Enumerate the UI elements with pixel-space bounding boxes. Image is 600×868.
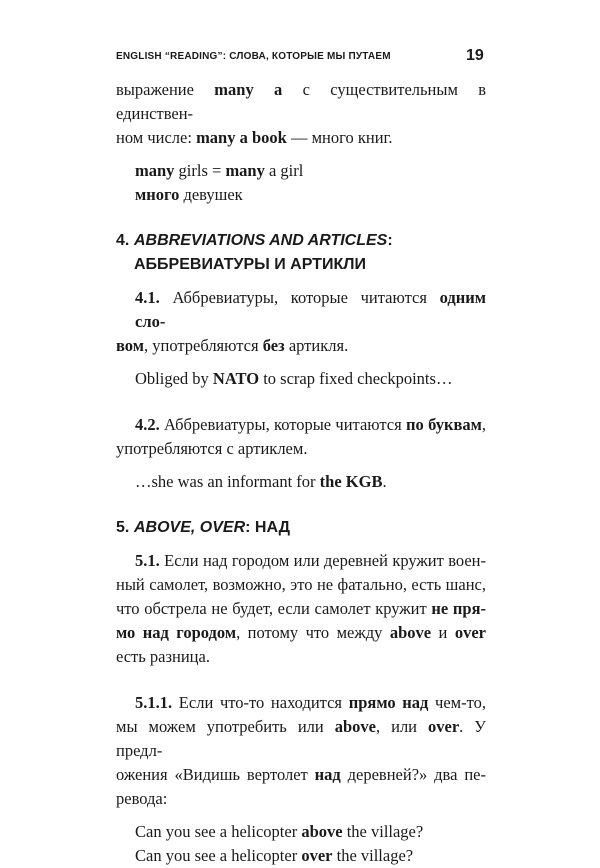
rule-paragraph: есть разница. [116, 647, 210, 666]
example-line: Obliged by NATO to scrap fixed checkpoints… [135, 369, 453, 388]
example-line: many girls = many a girl [135, 161, 304, 180]
rule-paragraph: 5.1.1. Если что-то находится прямо над чем-то, [135, 693, 486, 712]
section-heading: 5. ABOVE, OVER: НАД [116, 519, 291, 536]
section-heading: 4. ABBREVIATIONS AND ARTICLES: [116, 232, 393, 249]
intro-line: ном числе: many a book — много книг. [116, 128, 393, 147]
rule-paragraph: ный самолет, возможно, это не фатально, есть шанс, [116, 575, 486, 594]
rule-paragraph: что обстрела не будет, если самолет кружит не пря- [116, 599, 487, 618]
rule-paragraph: 5.1. Если над городом или деревней кружит воен- [135, 551, 486, 570]
example-line: Can you see a helicopter above the village? [135, 822, 424, 841]
rule-paragraph: мо над городом, потому что между above и over [116, 623, 486, 642]
rule-paragraph: ожения «Видишь вертолет над деревней?» два пе- [116, 765, 486, 784]
page-number: 19 [466, 47, 484, 64]
rule-paragraph: 4.2. Аббревиатуры, которые читаются по буквам, [135, 415, 486, 434]
example-line: много девушек [135, 185, 243, 204]
rule-paragraph: вом, употребляются без артикля. [116, 336, 349, 355]
rule-paragraph: 4.1. Аббревиатуры, которые читаются одним сло- [135, 288, 486, 331]
rule-paragraph: ревода: [116, 789, 168, 808]
section-heading-ru: АББРЕВИАТУРЫ И АРТИКЛИ [134, 256, 366, 273]
example-line: …she was an informant for the KGB. [135, 472, 387, 491]
rule-paragraph: мы можем употребить или above, или over. У предл- [116, 717, 486, 760]
intro-line: выражение many a с существительным в единствен- [116, 80, 487, 123]
running-header: ENGLISH “READING”: СЛОВА, КОТОРЫЕ МЫ ПУТАЕМ [116, 51, 391, 62]
example-line: Can you see a helicopter over the village? [135, 846, 414, 865]
rule-paragraph: употребляются с артиклем. [116, 439, 308, 458]
